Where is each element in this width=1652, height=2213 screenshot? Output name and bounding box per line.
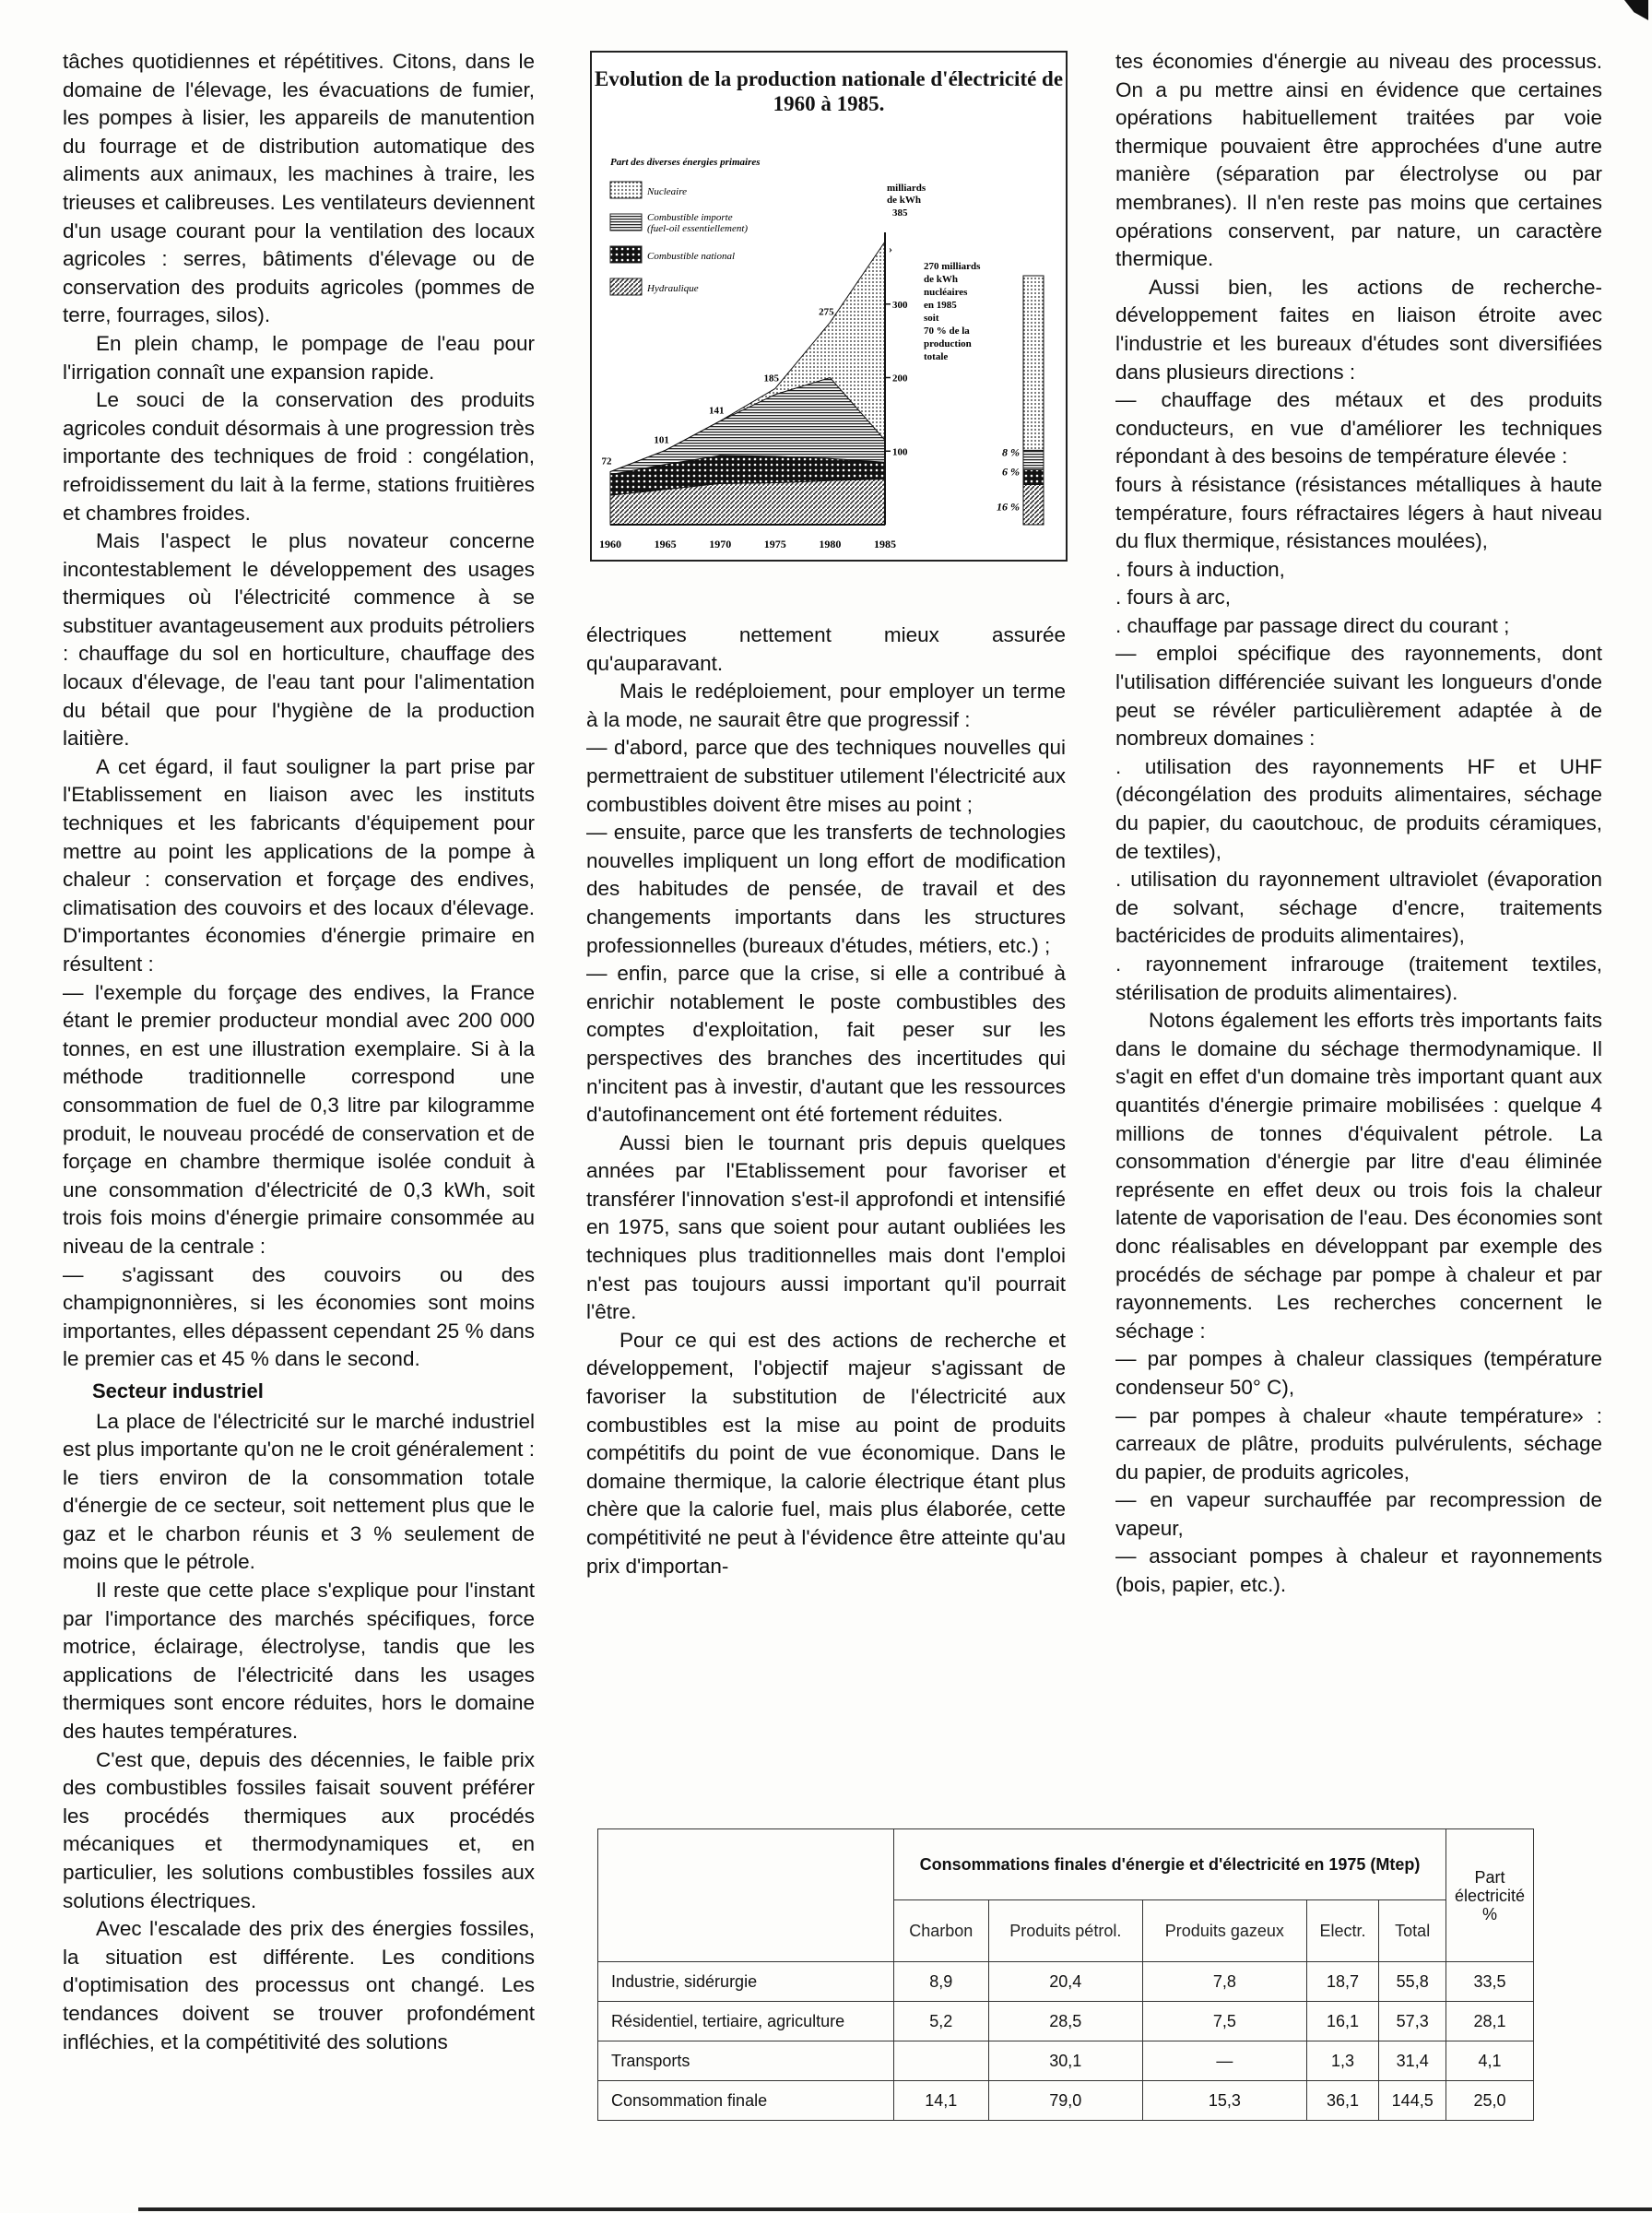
column-1-paragraphs xyxy=(63,48,535,1374)
paragraph: — par pompes à chaleur «haute température» : carreaux de plâtre, produits pulvérulents, séchage du papier, de produits agricoles, xyxy=(1115,1403,1602,1484)
table-column-header: Charbon xyxy=(894,1900,989,1962)
table-cell: 33,5 xyxy=(1446,1962,1534,2002)
table-cell: 30,1 xyxy=(988,2041,1143,2081)
annotation-line: en 1985 xyxy=(924,300,957,311)
paragraph: — chauffage des métaux et des produits conducteurs, en vue d'améliorer les techniques répondant à des besoins de température élevée : xyxy=(1115,388,1602,468)
table-cell: 1,3 xyxy=(1306,2041,1379,2081)
production-chart xyxy=(590,51,1068,562)
legend-label: Combustible importe xyxy=(647,212,733,223)
x-tick-label: 1965 xyxy=(654,538,677,550)
table-cell: 7,5 xyxy=(1143,2002,1307,2041)
table-cell: 57,3 xyxy=(1379,2002,1446,2041)
paragraph: . fours à arc, xyxy=(1115,586,1232,609)
y-tick-label: 300 xyxy=(892,299,908,311)
text-column-3 xyxy=(1115,48,1602,1600)
annotation-line: de kWh xyxy=(924,274,958,285)
annotation-line: nucléaires xyxy=(924,287,968,298)
paragraph: . chauffage par passage direct du courant ; xyxy=(1115,613,1510,637)
column-1b-paragraphs xyxy=(63,1408,535,2057)
table-cell: 36,1 xyxy=(1306,2081,1379,2121)
total-label: 72 xyxy=(601,456,612,467)
total-label: 185 xyxy=(763,373,780,385)
paragraph: fours à résistance (résistances métalliques à haute température, fours réfractaires légers à haut niveau du flux thermique, résistances moulées), xyxy=(1115,472,1602,553)
paragraph: . fours à induction, xyxy=(1115,557,1285,581)
chart-plot-area xyxy=(599,157,1044,550)
table-cell: 7,8 xyxy=(1143,1962,1307,2002)
table-column-header: Produits pétrol. xyxy=(988,1900,1143,1962)
table-main-header: Consommations finales d'énergie et d'électricité en 1975 (Mtep) xyxy=(894,1829,1446,1900)
table-cell: 28,1 xyxy=(1446,2002,1534,2041)
legend-label: Nucleaire xyxy=(647,186,687,197)
table-cell xyxy=(894,2041,989,2081)
total-label: 275 xyxy=(819,306,834,318)
legend-swatch xyxy=(610,182,642,198)
x-tick-label: 1985 xyxy=(874,538,896,550)
paragraph: . rayonnement infrarouge (traitement textiles, stérilisation de produits alimentaires). xyxy=(1115,953,1602,1004)
table-cell: 5,2 xyxy=(894,2002,989,2041)
paragraph: Aussi bien le tournant pris depuis quelques années par l'Etablissement pour favoriser et transférer l'innovation s'est-il approfondi et intensifié en 1975, sans que soient pour autant oubliées les techniques plus traditionnelles mais dont l'emploi n'est pas toujours aussi important qu'il pourrait l'être. xyxy=(586,1130,1066,1324)
table-row xyxy=(598,1962,1534,2002)
chart-title: Evolution de la production nationale d'électricité de 1960 à 1985. xyxy=(594,67,1064,115)
annotation-line: soit xyxy=(924,313,939,324)
paragraph: C'est que, depuis des décennies, le faible prix des combustibles fossiles faisait souvent préférer les procédés thermiques aux procédés mécaniques et thermodynamiques et, en particulier, les solutions combustibles fossiles aux solutions électriques. xyxy=(63,1747,535,1912)
legend-label: (fuel-oil essentiellement) xyxy=(647,223,749,234)
y-tick-label: 200 xyxy=(892,373,908,385)
table-cell: 20,4 xyxy=(988,1962,1143,2002)
legend-label: Hydraulique xyxy=(647,283,699,294)
paragraph: Pour ce qui est des actions de recherche et développement, l'objectif majeur s'agissant de favoriser la substitution de l'électricité aux combustibles est la mise au point de produits compétitifs du point de vue économique. Dans le domaine thermique, la calorie électrique étant plus chère que la calorie fuel, mais plus élaborée, cette compétitivité ne peut à l'évidence être atteinte qu'au prix d'importan- xyxy=(586,1328,1066,1578)
annotation-line: 70 % de la xyxy=(924,325,970,337)
bar-nucleaire xyxy=(1023,276,1044,450)
legend-swatch xyxy=(610,214,642,231)
table-part-header: Part électricité % xyxy=(1446,1829,1534,1962)
table-column-header: Electr. xyxy=(1306,1900,1379,1962)
legend-swatch xyxy=(610,278,642,295)
paragraph: Il reste que cette place s'explique pour l'instant par l'importance des marchés spécifiques, force motrice, éclairage, électrolyse, tandis que les applications de l'électricité dans les usages thermiques sont encore réduites, hors le domaine des hautes températures. xyxy=(63,1579,535,1744)
x-tick-label: 1960 xyxy=(599,538,621,550)
total-label: 101 xyxy=(654,434,669,446)
paragraph: Avec l'escalade des prix des énergies fossiles, la situation est différente. Les conditions d'optimisation des processus ont changé. Les tendances doivent se trouver profondément infléchies, et la compétitivité des solutions xyxy=(63,1917,535,2053)
paragraph: — enfin, parce que la crise, si elle a contribué à enrichir notablement le poste combustibles des comptes d'exploitation, fait peser sur les perspectives des branches des incertitudes qui n'incitent pas à investir, d'autant que les ressources d'autofinancement ont été fortement réduites. xyxy=(586,962,1066,1127)
annotation-line: production xyxy=(924,338,972,349)
x-tick-label: 1975 xyxy=(763,538,786,550)
paragraph: — emploi spécifique des rayonnements, dont l'utilisation différenciée suivant les longueurs d'onde peut se révéler particulièrement adaptée à de nombreux domaines : xyxy=(1115,642,1602,751)
annotation-arrow: › xyxy=(889,243,892,255)
bar-combustible-importe xyxy=(1023,450,1044,469)
table-cell: 4,1 xyxy=(1446,2041,1534,2081)
table-cell: 15,3 xyxy=(1143,2081,1307,2121)
y-axis-label: milliards xyxy=(887,183,926,194)
corner-mark xyxy=(1624,0,1648,20)
paragraph: En plein champ, le pompage de l'eau pour l'irrigation connaît une expansion rapide. xyxy=(63,331,535,384)
y-axis-label: de kWh xyxy=(887,195,921,206)
text-column-1 xyxy=(63,48,535,2056)
paragraph: A cet égard, il faut souligner la part prise par l'Etablissement en liaison avec les instituts techniques et les fabricants d'équipement pour mettre au point les applications de la pompe à chaleur : conservation et forçage des endives, climatisation des couvoirs et des locaux d'élevage. D'importantes économies d'énergie primaire en résultent : xyxy=(63,754,535,976)
table-cell: 144,5 xyxy=(1379,2081,1446,2121)
paragraph: tâches quotidiennes et répétitives. Citons, dans le domaine de l'élevage, les évacuations de fumier, les pompes à lisier, les appareils de manutention du fourrage et de distribution automatique des aliments aux animaux, les machines à traire, les trieuses et calibreuses. Les ventilateurs deviennent d'un usage courant pour la ventilation des locaux agricoles : serres, bâtiments d'élevage ou de conservation des produits agricoles (pommes de terre, fourrages, silos). xyxy=(63,50,535,327)
table-cell: 18,7 xyxy=(1306,1962,1379,2002)
bar-combustible-national xyxy=(1023,469,1044,484)
table-body xyxy=(598,1962,1534,2121)
chart-svg xyxy=(592,53,1066,560)
paragraph: . utilisation du rayonnement ultraviolet (évaporation de solvant, séchage d'encre, traitements bactéricides de produits alimentaires), xyxy=(1115,868,1602,948)
paragraph: . utilisation des rayonnements HF et UHF (décongélation des produits alimentaires, séchage du papier, du caoutchouc, de produits céramiques, de textiles), xyxy=(1115,754,1602,863)
side-percentage: 6 % xyxy=(1002,465,1020,479)
paragraph: — par pompes à chaleur classiques (température condenseur 50° C), xyxy=(1115,1347,1602,1399)
paragraph: Aussi bien, les actions de recherche-développement faites en liaison étroite avec l'industrie et les bureaux d'études sont diversifiées dans plusieurs directions : xyxy=(1115,275,1602,384)
paragraph: — ensuite, parce que les transferts de technologies nouvelles impliquent un long effort de modification des habitudes de pensée, de travail et des changements importants dans les structures professionnelles (bureaux d'études, métiers, etc.) ; xyxy=(586,821,1066,957)
paragraph: Notons également les efforts très importants faits dans le domaine du séchage thermodynamique. Il s'agit en effet d'un domaine très important quant aux quantités d'énergie primaire mobilisées : quelque 4 millions de tonnes d'équivalent pétrole. La consommation d'énergie par litre d'eau éliminée représente en effet deux ou trois fois la chaleur latente de vaporisation de l'eau. Des économies sont donc réalisables en développant par exemple des procédés de séchage par pompe à chaleur et par rayonnements. Les recherches concernent le séchage : xyxy=(1115,1009,1602,1343)
table-cell: 16,1 xyxy=(1306,2002,1379,2041)
legend-title: Part des diverses énergies primaires xyxy=(610,157,761,168)
table-row-label: Transports xyxy=(598,2041,894,2081)
legend-swatch xyxy=(610,246,642,263)
energy-table xyxy=(597,1828,1534,2121)
paragraph: — en vapeur surchauffée par recompression de vapeur, xyxy=(1115,1488,1602,1540)
paragraph: La place de l'électricité sur le marché industriel est plus importante qu'on ne le croit généralement : le tiers environ de la consommation totale d'énergie de ce secteur, soit nettement plus que le gaz et le charbon réunis et 3 % seulement de moins que le pétrole. xyxy=(63,1409,535,1574)
table-row-label: Résidentiel, tertiaire, agriculture xyxy=(598,2002,894,2041)
table-corner-cell xyxy=(598,1829,894,1962)
table-cell: 8,9 xyxy=(894,1962,989,2002)
paragraph: — l'exemple du forçage des endives, la France étant le premier producteur mondial avec 200 000 tonnes, en est une illustration exemplaire. Si à la méthode traditionnelle correspond une consommation de fuel de 0,3 litre par kilogramme produit, le nouveau procédé de conservation et de forçage en chambre thermique isolée conduit à une consommation d'électricité de 0,3 kWh, soit trois fois moins d'énergie primaire consommée au niveau de la centrale : xyxy=(63,980,535,1258)
y-tick-label: 100 xyxy=(892,446,908,458)
side-percentage: 8 % xyxy=(1002,445,1020,459)
paragraph: — associant pompes à chaleur et rayonnements (bois, papier, etc.). xyxy=(1115,1544,1602,1597)
table-row-label: Consommation finale xyxy=(598,2081,894,2121)
paragraph: Mais l'aspect le plus novateur concerne incontestablement le développement des usages thermiques où l'électricité commence à se substituer avantageusement aux produits pétroliers : chauffage du sol en horticulture, chauffage des locaux d'élevage, de l'eau tant pour l'alimentation du bétail que pour l'hygiène de la production laitière. xyxy=(63,529,535,751)
table-cell: 31,4 xyxy=(1379,2041,1446,2081)
table-cell: 28,5 xyxy=(988,2002,1143,2041)
side-percentage: 16 % xyxy=(997,500,1020,514)
table-column-header: Produits gazeux xyxy=(1143,1900,1307,1962)
table-row-label: Industrie, sidérurgie xyxy=(598,1962,894,2002)
paragraph: Mais le redéploiement, pour employer un terme à la mode, ne saurait être que progressif : xyxy=(586,680,1066,731)
paragraph: tes économies d'énergie au niveau des processus. On a pu mettre ainsi en évidence que certaines opérations habituellement traitées par voie thermique pouvaient être approchées d'une autre manière (séparation par électrolyse ou par membranes). Il n'en reste pas moins que certaines opérations conservent, par nature, un caractère thermique. xyxy=(1115,50,1602,271)
legend-label: Combustible national xyxy=(647,251,736,262)
annotation-line: 270 milliards xyxy=(924,261,981,272)
top-value-label: 385 xyxy=(892,207,908,219)
table-row xyxy=(598,2002,1534,2041)
text-column-2 xyxy=(586,621,1066,1580)
column-3-paragraphs xyxy=(1115,48,1602,1600)
x-tick-label: 1970 xyxy=(709,538,732,550)
paragraph: — s'agissant des couvoirs ou des champignonnières, si les économies sont moins importantes, elles dépassent cependant 25 % dans le premier cas et 45 % dans le second. xyxy=(63,1262,535,1371)
table-cell: 55,8 xyxy=(1379,1962,1446,2002)
table-column-header: Total xyxy=(1379,1900,1446,1962)
paragraph: — d'abord, parce que des techniques nouvelles qui permettraient de substituer utilement l'électricité aux combustibles doivent être mises au point ; xyxy=(586,736,1066,816)
table-cell: 14,1 xyxy=(894,2081,989,2121)
paragraph: électriques nettement mieux assurée qu'auparavant. xyxy=(586,623,1066,675)
x-tick-label: 1980 xyxy=(819,538,842,550)
total-label: 141 xyxy=(708,405,725,417)
bottom-rule xyxy=(138,2207,1652,2211)
column-2-paragraphs xyxy=(586,621,1066,1580)
section-heading: Secteur industriel xyxy=(92,1379,264,1402)
table-cell: 25,0 xyxy=(1446,2081,1534,2121)
table-row xyxy=(598,2041,1534,2081)
table-cell: — xyxy=(1143,2041,1307,2081)
annotation-line: totale xyxy=(924,351,949,362)
table-row xyxy=(598,2081,1534,2121)
bar-hydraulique xyxy=(1023,485,1044,525)
table-cell: 79,0 xyxy=(988,2081,1143,2121)
paragraph: Le souci de la conservation des produits agricoles conduit désormais à une progression très importante des techniques de froid : congélation, refroidissement du lait à la ferme, stations fruitières et chambres froides. xyxy=(63,388,535,525)
